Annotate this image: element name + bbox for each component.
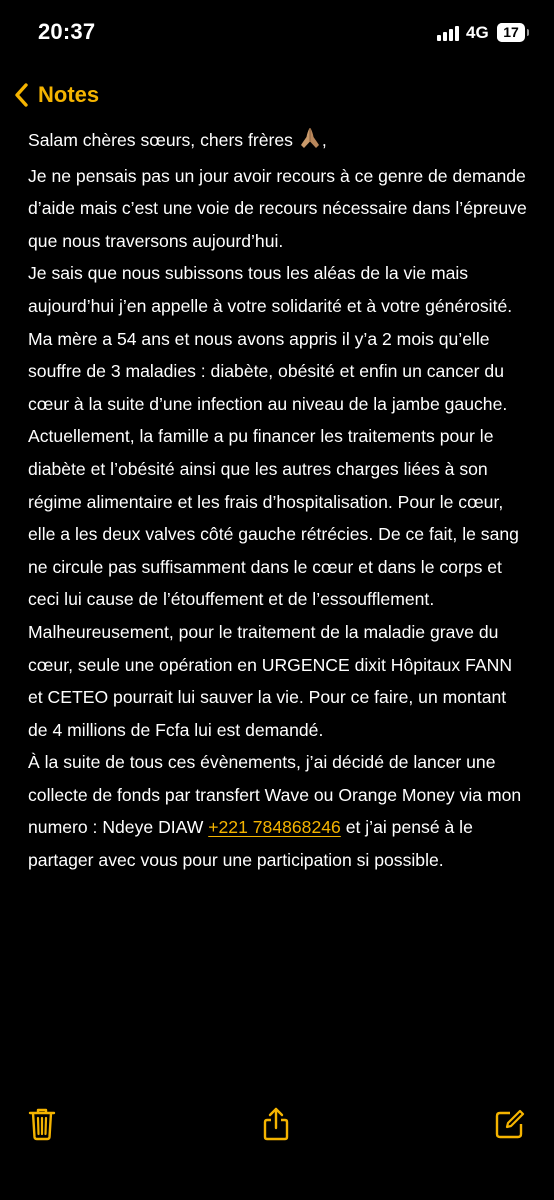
share-icon xyxy=(262,1107,290,1141)
paragraph-6-before-link: À la suite de tous ces évènements, j’ai décidé de lancer une collecte de fonds par transfert Wave ou Orange Money via mon numero : Ndeye DIAW xyxy=(28,752,522,838)
note-paragraph-2: Je sais que nous subissons tous les aléas de la vie mais aujourd’hui j’en appelle à votre solidarité et à votre générosité. xyxy=(28,263,513,316)
compose-note-button[interactable] xyxy=(490,1104,530,1144)
battery-icon xyxy=(497,23,525,42)
back-to-notes-button[interactable] xyxy=(14,78,99,112)
back-label: Notes xyxy=(38,82,100,107)
status-time: 20:37 xyxy=(38,19,96,44)
battery-nub xyxy=(527,29,529,36)
note-body[interactable] xyxy=(28,124,528,877)
note-paragraph-1: Je ne pensais pas un jour avoir recours à ce genre de demande d’aide mais c’est une voie de recours nécessaire dans l’épreuve que nous traversons aujourd’hui. xyxy=(28,165,527,251)
praying-hands-icon xyxy=(298,127,322,160)
compose-icon xyxy=(494,1108,526,1140)
trash-icon xyxy=(28,1107,56,1141)
status-bar xyxy=(0,0,554,66)
note-paragraph-5: Malheureusement, pour le traitement de la maladie grave du cœur, seule une opération en URGENCE dixit Hôpitaux FANN et CETEO pourrait lui sauver la vie. Pour ce faire, un montant de 4 millions de Fcfa lui est demandé. xyxy=(28,621,513,740)
phone-number-link[interactable]: +221 784868246 xyxy=(208,817,341,838)
greeting-end: , xyxy=(321,130,327,150)
chevron-left-icon xyxy=(14,83,28,107)
cellular-signal-icon xyxy=(437,26,461,41)
note-greeting xyxy=(28,124,528,160)
note-paragraph-4: Actuellement, la famille a pu financer les traitements pour le diabète et l’obésité ainsi que les autres charges liées à son régime alimentaire et les frais d’hospitalisation. Pour le cœur, elle a les deux valves côté gauche rétrécies. De ce fait, le sang ne circule pas suffisamment dans le cœur et dans le corps et ceci lui cause de l’étouffement et de l’essoufflement. xyxy=(28,426,519,610)
share-note-button[interactable] xyxy=(256,1104,296,1144)
network-type: 4G xyxy=(466,23,489,42)
battery-level: 17 xyxy=(503,24,519,40)
paragraph-6-after-link: et j’ai pensé à le partager avec vous pour une participation si possible. xyxy=(28,817,473,871)
greeting-text: Salam chères sœurs, chers frères xyxy=(28,130,293,150)
delete-note-button[interactable] xyxy=(22,1104,62,1144)
note-paragraph-3: Ma mère a 54 ans et nous avons appris il y’a 2 mois qu’elle souffre de 3 maladies : diabète, obésité et enfin un cancer du cœur à la suite d’une infection au niveau de la jambe gauche. xyxy=(28,328,508,414)
note-paragraph-6 xyxy=(28,746,528,876)
